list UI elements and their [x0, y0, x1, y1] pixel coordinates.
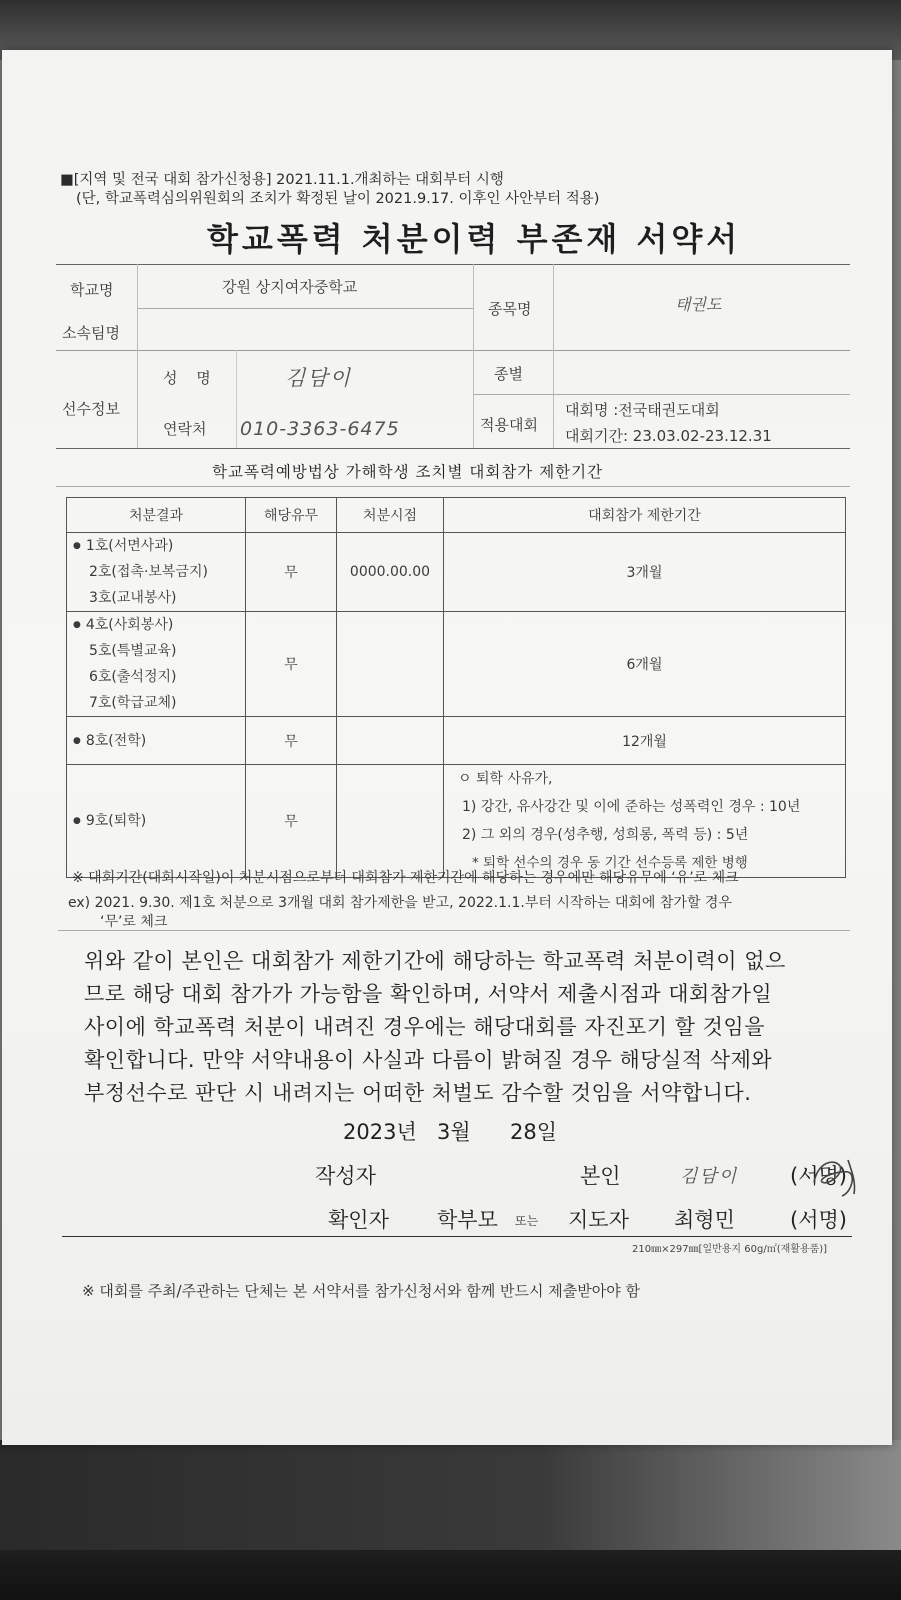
- school-label: 학교명: [70, 281, 114, 299]
- coach-label: 지도자: [568, 1208, 629, 1232]
- table-row: [67, 765, 846, 878]
- limit-cell: 3개월: [444, 533, 846, 612]
- list-item: ● 8호(전학): [73, 732, 147, 749]
- limit-line: 2) 그 외의 경우(성추행, 성희롱, 폭력 등) : 5년: [462, 827, 749, 843]
- list-item: ● 9호(퇴학): [73, 813, 147, 829]
- background-floor: [0, 1440, 901, 1550]
- date-cell: [337, 765, 444, 878]
- info-top-border: [56, 264, 850, 265]
- player-label: 선수정보: [62, 400, 120, 418]
- applicable-cell: 무: [246, 717, 337, 765]
- date-day: 28일: [510, 1120, 558, 1144]
- applicable-cell: 무: [246, 765, 337, 878]
- limit-cell: [444, 765, 846, 878]
- list-item: ● 4호(사회봉사): [73, 617, 174, 633]
- list-item: 6호(출석정지): [89, 669, 177, 685]
- table-row: [67, 717, 846, 765]
- limit-line: 1) 강간, 유사강간 및 이에 준하는 성폭력인 경우 : 10년: [462, 799, 801, 815]
- info-col-divider: [137, 264, 138, 448]
- self-label: 본인: [580, 1164, 621, 1188]
- sanction-table: [66, 497, 846, 878]
- coach-name: 최형민: [674, 1208, 735, 1232]
- header-line-1: ■[지역 및 전국 대회 참가신청용] 2021.11.1.개최하는 대회부터 시행: [60, 172, 504, 188]
- pledge-line: 위와 같이 본인은 대회참가 제한기간에 해당하는 학교폭력 처분이력이 없으: [84, 949, 786, 973]
- confirm-label: 확인자: [328, 1208, 389, 1232]
- limit-cell: 6개월: [444, 612, 846, 717]
- writer-label: 작성자: [315, 1164, 376, 1188]
- info-col-divider: [553, 264, 554, 448]
- date-year: 2023년: [343, 1120, 417, 1144]
- result-cell: [67, 717, 246, 765]
- sign-label-2: (서명): [790, 1208, 847, 1232]
- header-result: 처분결과: [67, 498, 246, 533]
- school-value: 강원 상지여자중학교: [222, 278, 358, 296]
- footer-note: ※ 대회를 주최/주관하는 단체는 본 서약서를 참가신청서와 함께 반드시 제출받아야 함: [82, 1282, 640, 1300]
- signature-divider: [62, 1236, 852, 1237]
- or-label: 또는: [515, 1214, 539, 1228]
- name-value-handwritten: 김담이: [285, 366, 352, 390]
- team-label: 소속팀명: [62, 324, 120, 342]
- date-cell: [337, 612, 444, 717]
- info-col-divider: [236, 350, 237, 448]
- contact-value-handwritten: 010-3363-6475: [240, 418, 400, 440]
- pledge-line: 사이에 학교폭력 처분이 내려진 경우에는 해당대회를 자진포기 할 것임을: [84, 1015, 765, 1039]
- self-name-handwritten: 김담이: [680, 1166, 739, 1187]
- applicable-cell: 무: [246, 533, 337, 612]
- applicable-cell: 무: [246, 612, 337, 717]
- result-cell: [67, 612, 246, 717]
- list-item: 2호(접촉·보복금지): [89, 564, 208, 580]
- document-title: 학교폭력 처분이력 부존재 서약서: [207, 220, 742, 258]
- parent-label: 학부모: [437, 1208, 498, 1232]
- limit-line: * 퇴학 선수의 경우 동 기간 선수등록 제한 병행: [472, 855, 748, 871]
- list-item: 3호(교내봉사): [89, 590, 177, 606]
- signature-scribble: [808, 1152, 863, 1202]
- table-subtitle: 학교폭력예방법상 가해학생 조치별 대회참가 제한기간: [212, 463, 604, 481]
- subtitle-border: [56, 486, 850, 487]
- pledge-line: 부정선수로 판단 시 내려지는 어떠한 처벌도 감수할 것임을 서약합니다.: [84, 1081, 752, 1105]
- info-bottom-border: [56, 448, 850, 449]
- table-header-row: [67, 498, 846, 533]
- date-month: 3월: [437, 1120, 471, 1144]
- competition-name: 대회명 :전국태권도대회: [565, 401, 720, 419]
- limit-cell: 12개월: [444, 717, 846, 765]
- list-item: 5호(특별교육): [89, 643, 177, 659]
- date-cell: 0000.00.00: [337, 533, 444, 612]
- pledge-line: 므로 해당 대회 참가가 가능함을 확인하며, 서약서 제출시점과 대회참가일: [84, 982, 773, 1006]
- contact-label: 연락처: [163, 420, 207, 438]
- pledge-line: 확인합니다. 만약 서약내용이 사실과 다름이 밝혀질 경우 해당실적 삭제와: [84, 1048, 773, 1072]
- list-item: 7호(학급교체): [89, 695, 177, 711]
- header-applicable: 해당유무: [246, 498, 337, 533]
- note-1: ※ 대회기간(대회시작일)이 처분시점으로부터 대회참가 제한기간에 해당하는 경우에만 해당유무에 ‘유’로 체크: [72, 870, 739, 886]
- event-value: 태권도: [675, 295, 722, 314]
- sign-label-1: (서명): [790, 1164, 847, 1188]
- event-label: 종목명: [488, 300, 532, 318]
- info-col-divider: [473, 264, 474, 448]
- table-row: [67, 612, 846, 717]
- limit-line: ㅇ 퇴학 사유가,: [458, 771, 553, 787]
- info-divider: [137, 308, 473, 309]
- notes-divider: [58, 930, 850, 931]
- paper-spec: 210㎜×297㎜[일반용지 60g/㎡(재활용품)]: [632, 1244, 828, 1255]
- header-date: 처분시점: [337, 498, 444, 533]
- result-cell: [67, 533, 246, 612]
- list-item: ● 1호(서면사과): [73, 538, 174, 554]
- date-cell: [337, 717, 444, 765]
- info-divider: [473, 394, 850, 395]
- note-example-cont: ‘무’로 체크: [100, 914, 168, 930]
- pledge-text: [84, 945, 786, 1110]
- competition-label: 적용대회: [480, 416, 538, 434]
- name-label: 성 명: [163, 369, 211, 387]
- header-line-2: (단, 학교폭력심의위원회의 조치가 확정된 날이 2021.9.17. 이후인 사안부터 적용): [76, 191, 600, 207]
- competition-period: 대회기간: 23.03.02-23.12.31: [565, 427, 772, 445]
- info-divider: [56, 350, 850, 351]
- header-limit: 대회참가 제한기간: [444, 498, 846, 533]
- result-cell: [67, 765, 246, 878]
- note-example: ex) 2021. 9.30. 제1호 처분으로 3개월 대회 참가제한을 받고, 2022.1.1.부터 시작하는 대회에 참가할 경우: [68, 895, 732, 911]
- gender-label: 종별: [494, 365, 523, 383]
- table-row: [67, 533, 846, 612]
